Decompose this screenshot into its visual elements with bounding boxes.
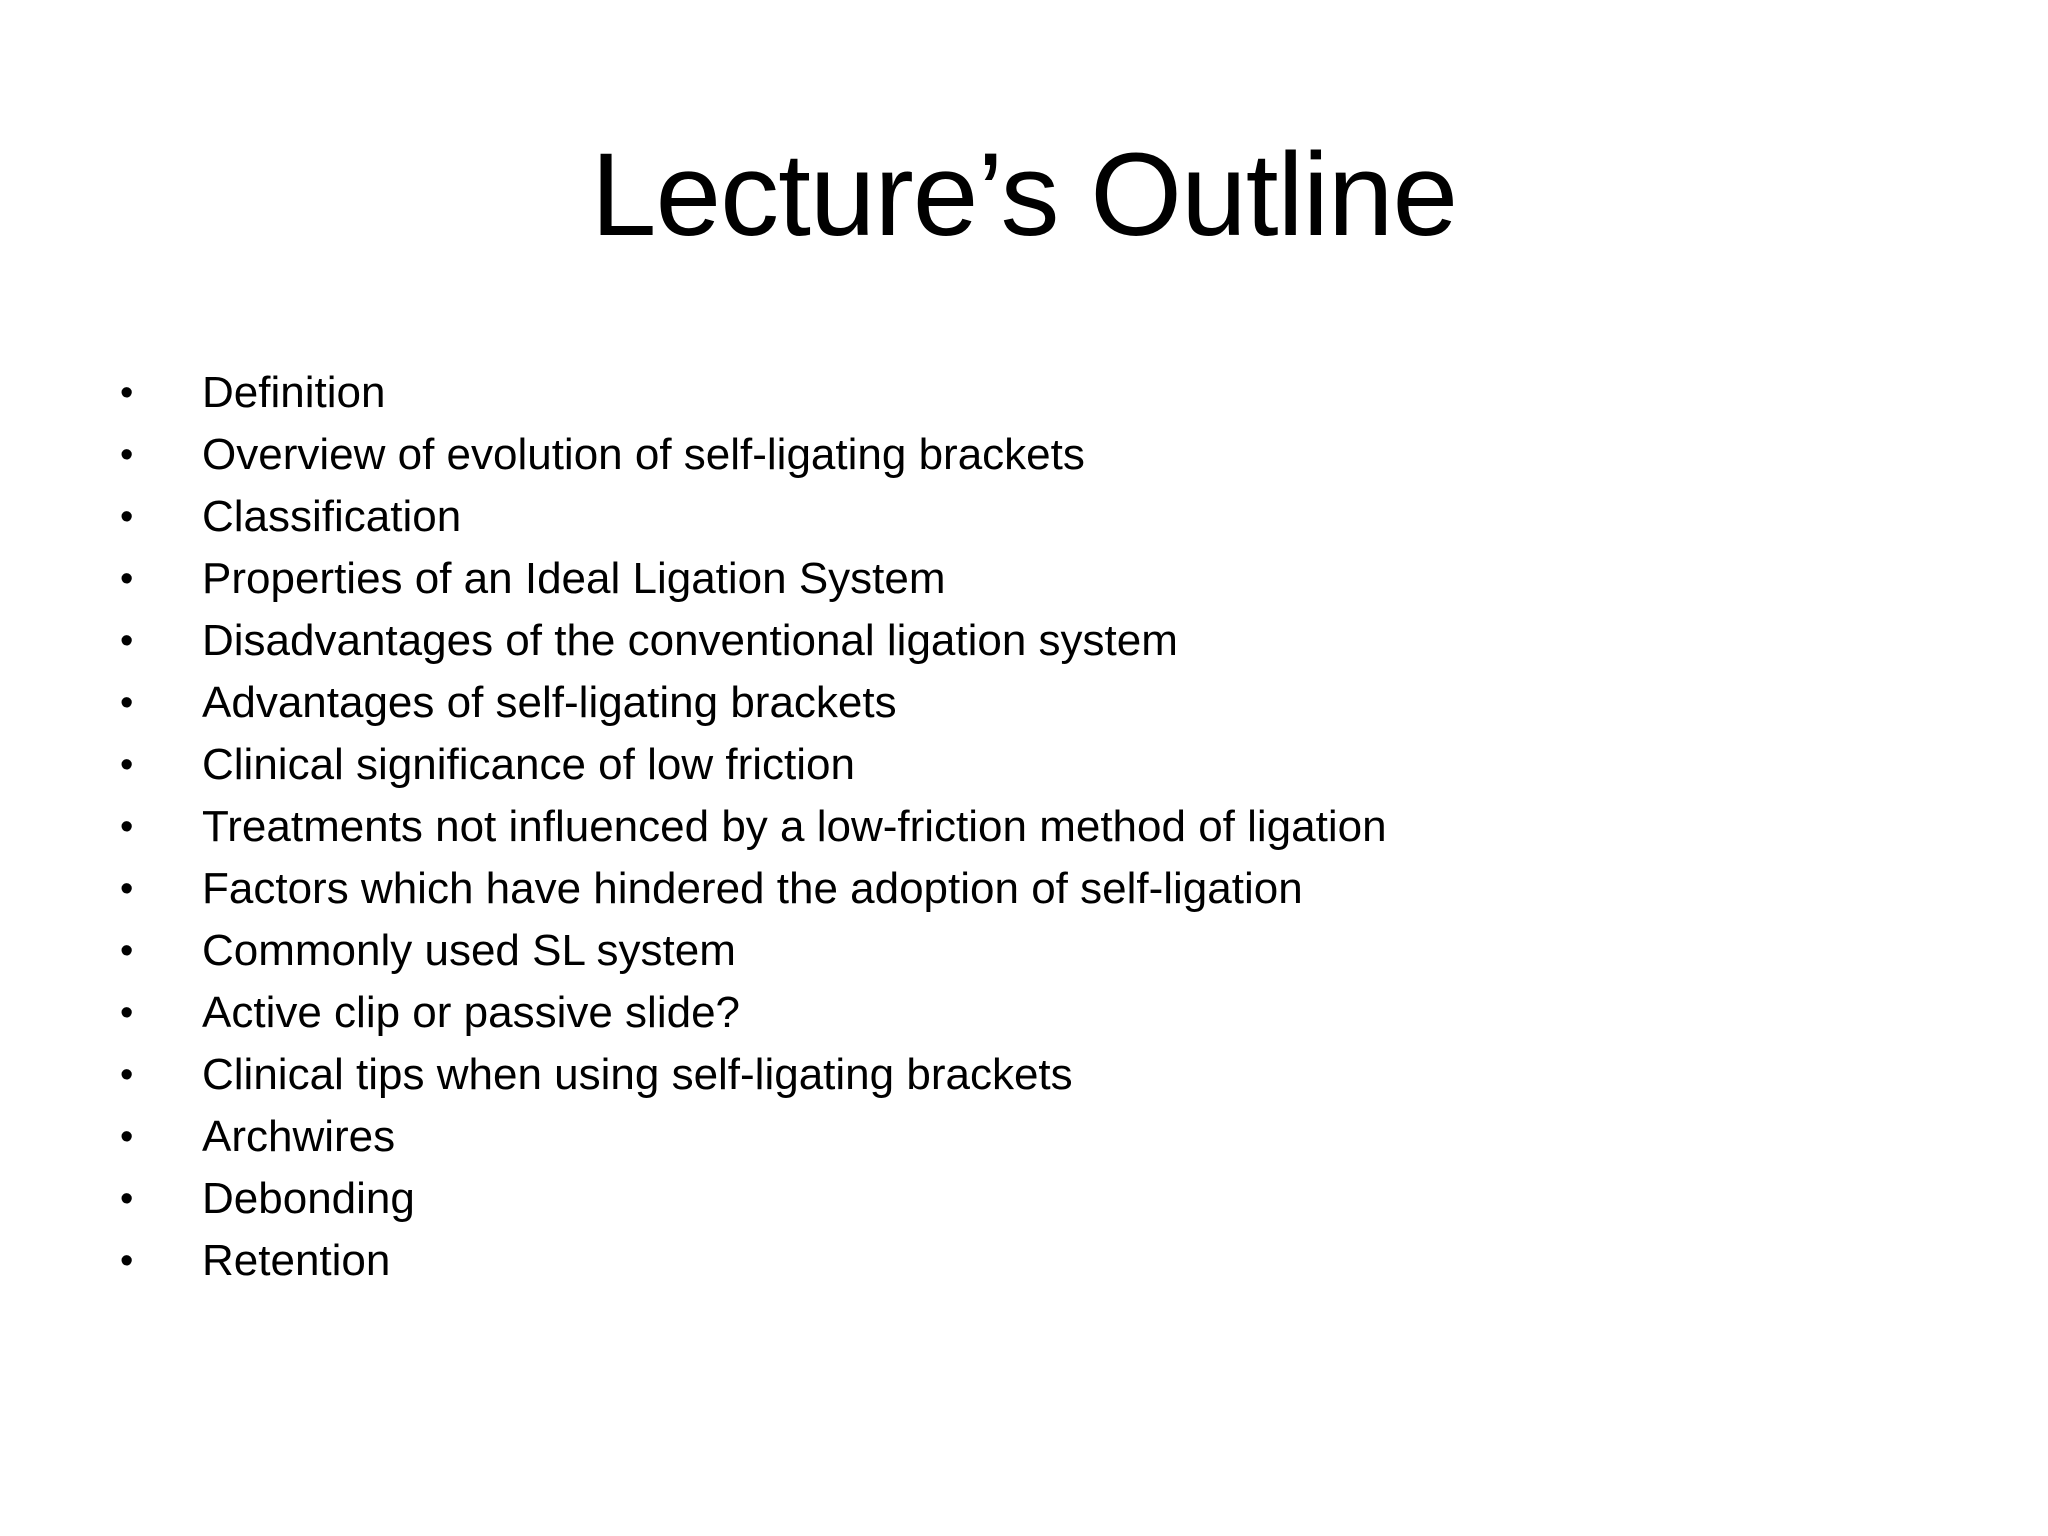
- list-item-text: Active clip or passive slide?: [202, 988, 741, 1037]
- list-item: [120, 858, 1387, 920]
- bullet-icon: •: [120, 372, 134, 414]
- list-item: [120, 1230, 1387, 1292]
- list-item-text: Factors which have hindered the adoption of self-ligation: [202, 864, 1303, 913]
- slide-title: Lecture’s Outline: [590, 129, 1458, 261]
- outline-list: [120, 362, 1387, 1292]
- list-item: [120, 424, 1387, 486]
- list-item-text: Debonding: [202, 1174, 415, 1223]
- list-item-text: Advantages of self-ligating brackets: [202, 678, 897, 727]
- list-item-text: Disadvantages of the conventional ligation system: [202, 616, 1178, 665]
- list-item: [120, 920, 1387, 982]
- list-item: [120, 982, 1387, 1044]
- bullet-icon: •: [120, 496, 134, 538]
- list-item: [120, 796, 1387, 858]
- list-item: [120, 672, 1387, 734]
- bullet-icon: •: [120, 806, 134, 848]
- bullet-icon: •: [120, 744, 134, 786]
- list-item-text: Treatments not influenced by a low-friction method of ligation: [202, 802, 1387, 851]
- list-item-text: Clinical significance of low friction: [202, 740, 855, 789]
- list-item-text: Classification: [202, 492, 462, 541]
- list-item-text: Archwires: [202, 1112, 396, 1161]
- bullet-icon: •: [120, 620, 134, 662]
- bullet-icon: •: [120, 930, 134, 972]
- list-item-text: Overview of evolution of self-ligating brackets: [202, 430, 1085, 479]
- bullet-icon: •: [120, 1240, 134, 1282]
- list-item: [120, 548, 1387, 610]
- list-item: [120, 610, 1387, 672]
- bullet-icon: •: [120, 868, 134, 910]
- list-item: [120, 734, 1387, 796]
- bullet-icon: •: [120, 434, 134, 476]
- list-item: [120, 1168, 1387, 1230]
- list-item: [120, 1106, 1387, 1168]
- list-item: [120, 1044, 1387, 1106]
- list-item: [120, 362, 1387, 424]
- bullet-icon: •: [120, 682, 134, 724]
- list-item-text: Properties of an Ideal Ligation System: [202, 554, 946, 603]
- bullet-icon: •: [120, 1178, 134, 1220]
- list-item-text: Commonly used SL system: [202, 926, 736, 975]
- bullet-icon: •: [120, 558, 134, 600]
- bullet-icon: •: [120, 992, 134, 1034]
- list-item-text: Definition: [202, 368, 386, 417]
- bullet-icon: •: [120, 1116, 134, 1158]
- bullet-icon: •: [120, 1054, 134, 1096]
- list-item-text: Retention: [202, 1236, 391, 1285]
- list-item: [120, 486, 1387, 548]
- list-item-text: Clinical tips when using self-ligating brackets: [202, 1050, 1073, 1099]
